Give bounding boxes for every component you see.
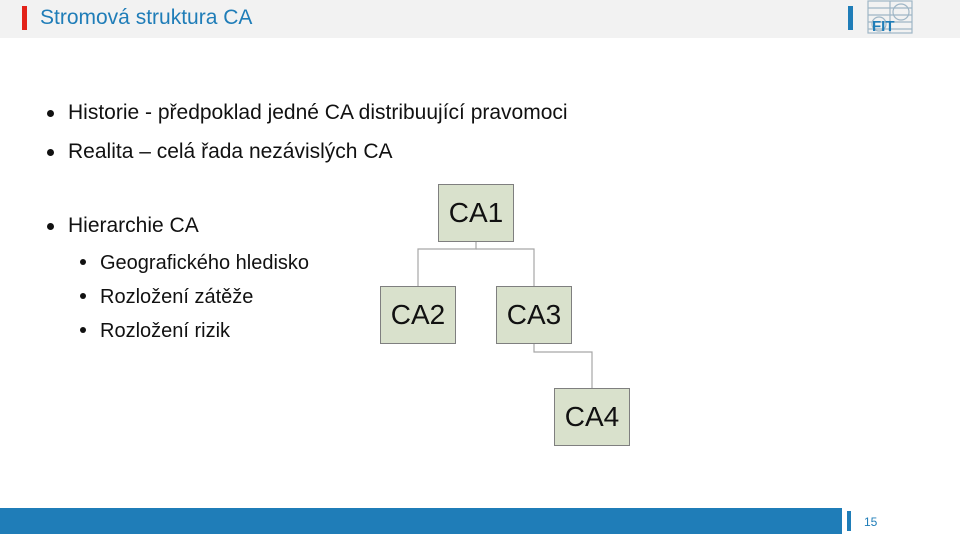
footer-band xyxy=(0,508,960,534)
tree-node-ca3: CA3 xyxy=(496,286,572,344)
footer-accent-bar xyxy=(847,511,851,531)
connector-ca3-ca4 xyxy=(534,344,592,388)
bullet-text: Realita – celá řada nezávislých CA xyxy=(68,140,393,163)
page-number: 15 xyxy=(864,515,878,529)
tree-node-ca1: CA1 xyxy=(438,184,514,242)
bullet-text: Historie - předpoklad jedné CA distribuující pravomoci xyxy=(68,101,568,124)
bullet-text: Rozložení zátěže xyxy=(100,286,254,308)
logo-text: FIT xyxy=(872,18,895,35)
connector-ca1-ca3 xyxy=(476,249,534,286)
tree-node-ca4: CA4 xyxy=(554,388,630,446)
bullet-text: Hierarchie CA xyxy=(68,214,199,237)
bullet-text: Rozložení rizik xyxy=(100,320,231,342)
bullet-text: Geografického hledisko xyxy=(100,252,310,274)
footer-page-area xyxy=(842,508,960,534)
slide-title: Stromová struktura CA xyxy=(40,6,253,29)
connector-ca1-ca2 xyxy=(418,242,476,286)
tree-node-ca2: CA2 xyxy=(380,286,456,344)
